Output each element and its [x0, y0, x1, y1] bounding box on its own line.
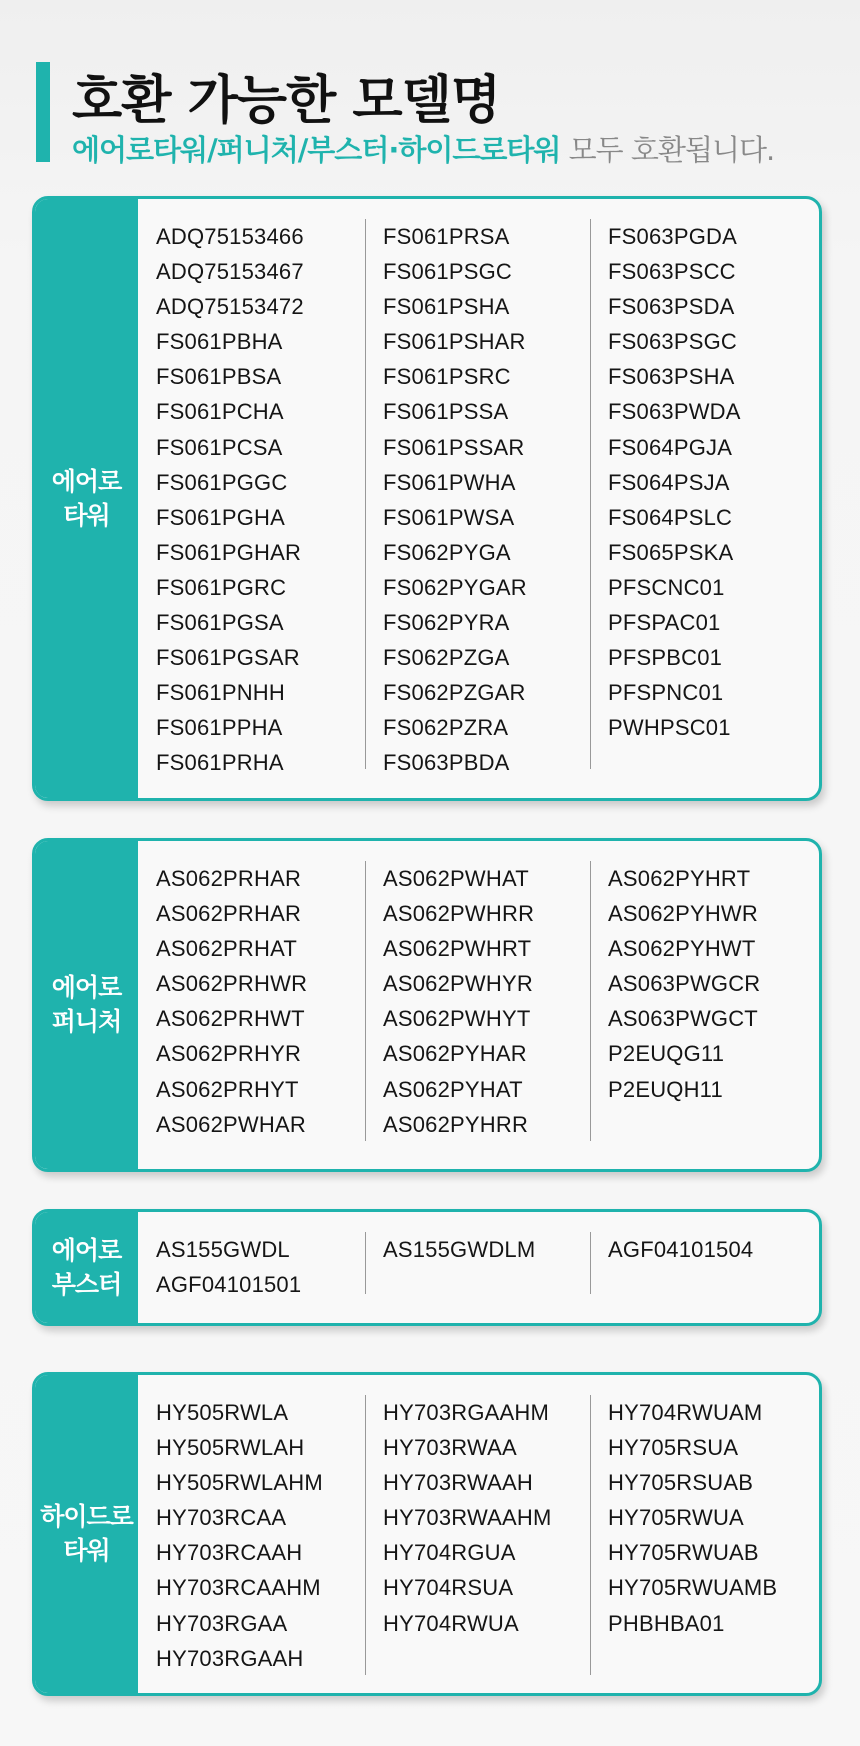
accent-bar	[36, 62, 50, 162]
model-name: AS155GWDLM	[383, 1237, 536, 1262]
model-name: FS063PGDA	[608, 224, 737, 249]
model-name: FS063PSHA	[608, 364, 735, 390]
model-columns	[138, 861, 819, 1141]
model-name: AS155GWDL	[156, 1237, 290, 1262]
model-name: AS062PWHYR	[383, 971, 533, 997]
model-name: FS061PGSAR	[156, 645, 300, 671]
page-header	[36, 62, 836, 167]
model-name: HY703RWAA	[383, 1435, 517, 1461]
model-name: HY704RGUA	[383, 1540, 516, 1566]
model-name: FS061PSSA	[383, 399, 509, 425]
model-name: AS062PWHRR	[383, 901, 535, 927]
section-label-box	[35, 199, 138, 798]
model-name: FS061PPHA	[156, 715, 283, 741]
model-name: FS061PBSA	[156, 364, 282, 390]
subtitle-accent: 에어로타워/퍼니처/부스터·하이드로타워	[72, 133, 561, 167]
model-name: FS064PSLC	[608, 504, 733, 530]
model-name: AS062PYHRT	[608, 866, 751, 891]
model-name: FS062PZGA	[383, 645, 510, 671]
model-column	[590, 219, 819, 769]
model-column	[138, 1232, 365, 1298]
section-label: 에어로 부스터	[51, 1235, 122, 1299]
page-title: 호환 가능한 모델명	[72, 71, 501, 131]
model-name: FS061PGHA	[156, 504, 285, 530]
model-name: PFSPBC01	[608, 645, 723, 671]
model-name: HY705RSUAB	[608, 1470, 754, 1496]
section-hydrotower	[32, 1372, 822, 1696]
section-aerotower	[32, 196, 822, 801]
model-name: FS061PSHAR	[383, 329, 526, 355]
model-name: AS062PYHRR	[383, 1111, 529, 1137]
model-name: ADQ75153472	[156, 294, 304, 320]
model-name: PFSPNC01	[608, 680, 724, 706]
page-subtitle	[72, 128, 774, 169]
section-label-box	[35, 1212, 138, 1323]
model-name: FS061PCHA	[156, 399, 284, 425]
model-column	[138, 861, 365, 1141]
model-name: AS062PRHYR	[156, 1041, 302, 1067]
model-name: FS061PSSAR	[383, 434, 525, 460]
model-name: FS061PGRC	[156, 574, 287, 600]
model-column	[365, 219, 590, 776]
model-name: AS062PYHAR	[383, 1041, 527, 1067]
model-name: AS062PRHWR	[156, 971, 308, 997]
model-column	[365, 1395, 590, 1675]
model-name: FS063PWDA	[608, 399, 741, 425]
model-name: HY704RWUAM	[608, 1400, 763, 1425]
model-name: HY704RWUA	[383, 1610, 519, 1636]
model-name: FS061PNHH	[156, 680, 285, 706]
section-label-box	[35, 841, 138, 1169]
model-name: HY703RGAA	[156, 1610, 288, 1636]
model-name: AS062PYHWT	[608, 936, 756, 962]
model-name: FS063PBDA	[383, 750, 510, 776]
model-name: AS062PRHWT	[156, 1006, 305, 1032]
model-name: FS063PSDA	[608, 294, 735, 320]
model-name: FS061PBHA	[156, 329, 283, 355]
model-column	[138, 219, 365, 776]
model-name: AS062PWHAR	[156, 1111, 306, 1137]
model-name: FS064PGJA	[608, 434, 733, 460]
model-name: FS064PSJA	[608, 469, 730, 495]
model-column	[590, 1395, 819, 1675]
model-name: AS062PRHYT	[156, 1076, 299, 1102]
model-name: FS062PZGAR	[383, 680, 526, 706]
model-name: AS062PRHAT	[156, 936, 297, 962]
model-columns	[138, 219, 819, 776]
model-name: FS062PZRA	[383, 715, 509, 741]
model-name: AS062PYHWR	[608, 901, 758, 927]
section-label-box	[35, 1375, 138, 1693]
model-name: HY703RCAA	[156, 1505, 287, 1531]
model-name: AGF04101504	[608, 1237, 754, 1262]
model-name: ADQ75153467	[156, 259, 304, 285]
model-name: AGF04101501	[156, 1272, 302, 1298]
model-name: HY703RWAAH	[383, 1470, 533, 1496]
model-name: FS061PWHA	[383, 469, 516, 495]
model-column	[138, 1395, 365, 1675]
model-name: FS061PRHA	[156, 750, 284, 776]
model-name: HY703RCAAH	[156, 1540, 303, 1566]
model-name: AS062PRHAR	[156, 866, 302, 891]
model-name: AS062PWHYT	[383, 1006, 531, 1032]
model-name: FS061PGGC	[156, 469, 288, 495]
model-columns	[138, 1232, 819, 1298]
model-name: HY505RWLAHM	[156, 1470, 323, 1496]
model-name: AS063PWGCT	[608, 1006, 758, 1032]
model-name: PFSPAC01	[608, 610, 721, 636]
model-column	[365, 1232, 590, 1294]
model-name: HY703RGAAHM	[383, 1400, 550, 1425]
model-name: PWHPSC01	[608, 715, 731, 741]
model-name: FS063PSCC	[608, 259, 736, 285]
model-name: HY705RSUA	[608, 1435, 739, 1461]
model-name: FS061PSGC	[383, 259, 512, 285]
model-name: HY505RWLA	[156, 1400, 289, 1425]
section-aerobooster	[32, 1209, 822, 1326]
model-name: HY703RWAAHM	[383, 1505, 552, 1531]
model-columns	[138, 1395, 819, 1675]
model-name: HY703RCAAHM	[156, 1575, 321, 1601]
model-name: AS062PRHAR	[156, 901, 302, 927]
model-name: HY705RWUAB	[608, 1540, 759, 1566]
model-name: HY703RGAAH	[156, 1645, 304, 1671]
model-name: FS063PSGC	[608, 329, 737, 355]
model-name: FS061PGSA	[156, 610, 284, 636]
model-name: AS062PYHAT	[383, 1076, 523, 1102]
model-name: FS065PSKA	[608, 539, 734, 565]
model-column	[590, 861, 819, 1141]
section-label: 에어로 타워	[51, 466, 122, 530]
model-name: FS061PSHA	[383, 294, 510, 320]
model-name: AS062PWHRT	[383, 936, 532, 962]
model-name: FS061PSRC	[383, 364, 511, 390]
model-name: FS061PWSA	[383, 504, 515, 530]
model-name: FS062PYGA	[383, 539, 511, 565]
section-aerofurniture	[32, 838, 822, 1172]
model-column	[590, 1232, 819, 1294]
model-name: PFSCNC01	[608, 574, 725, 600]
model-column	[365, 861, 590, 1141]
model-name: FS062PYRA	[383, 610, 510, 636]
model-name: HY705RWUAMB	[608, 1575, 778, 1601]
model-name: FS061PGHAR	[156, 539, 302, 565]
model-name: AS062PWHAT	[383, 866, 529, 891]
model-name: FS061PRSA	[383, 224, 510, 249]
model-name: P2EUQH11	[608, 1076, 723, 1102]
model-name: FS061PCSA	[156, 434, 283, 460]
model-name: HY505RWLAH	[156, 1435, 305, 1461]
model-name: P2EUQG11	[608, 1041, 725, 1067]
model-name: HY704RSUA	[383, 1575, 514, 1601]
model-name: PHBHBA01	[608, 1610, 725, 1636]
model-name: HY705RWUA	[608, 1505, 744, 1531]
model-name: AS063PWGCR	[608, 971, 761, 997]
model-name: ADQ75153466	[156, 224, 304, 249]
model-name: FS062PYGAR	[383, 574, 527, 600]
section-label: 에어로 퍼니처	[51, 973, 122, 1036]
section-label: 하이드로 타워	[40, 1502, 133, 1565]
subtitle-rest: 모두 호환됩니다.	[560, 133, 775, 167]
